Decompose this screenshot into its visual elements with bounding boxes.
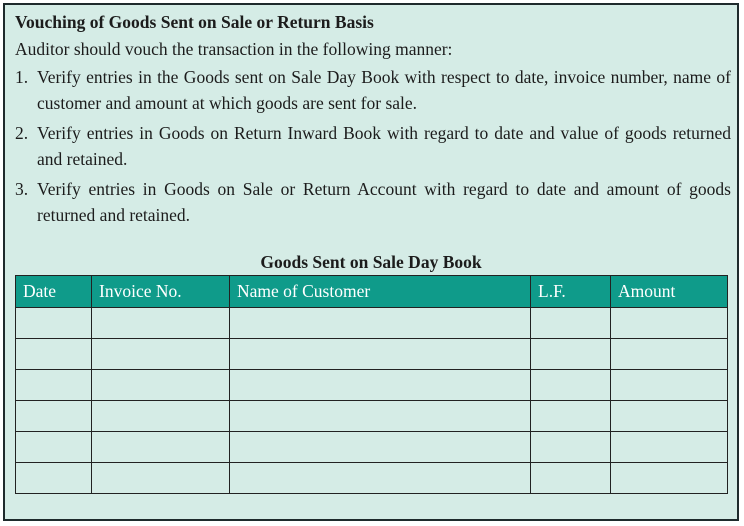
header-invoice-no: Invoice No. bbox=[92, 276, 230, 308]
table-cell bbox=[92, 339, 230, 370]
table-cell bbox=[92, 401, 230, 432]
table-header-row bbox=[16, 276, 728, 308]
table-cell bbox=[531, 339, 611, 370]
step-number: 1. bbox=[15, 67, 29, 87]
table-cell bbox=[230, 370, 531, 401]
table-cell bbox=[16, 370, 92, 401]
table-cell bbox=[92, 308, 230, 339]
table-cell bbox=[92, 432, 230, 463]
step-item bbox=[15, 64, 731, 116]
table-cell bbox=[16, 339, 92, 370]
table-row bbox=[16, 463, 728, 494]
table-cell bbox=[531, 308, 611, 339]
table-cell bbox=[531, 463, 611, 494]
table-title: Goods Sent on Sale Day Book bbox=[260, 252, 482, 272]
table-cell bbox=[230, 463, 531, 494]
table-cell bbox=[531, 401, 611, 432]
step-item bbox=[15, 120, 731, 172]
table-cell bbox=[16, 463, 92, 494]
table-cell bbox=[92, 463, 230, 494]
table-cell bbox=[230, 339, 531, 370]
step-item bbox=[15, 176, 731, 228]
table-row bbox=[16, 432, 728, 463]
step-number: 2. bbox=[15, 123, 29, 143]
vouching-box bbox=[3, 3, 739, 521]
header-date: Date bbox=[16, 276, 92, 308]
table-cell bbox=[230, 401, 531, 432]
table-cell bbox=[531, 370, 611, 401]
goods-sent-day-book-table bbox=[15, 275, 728, 494]
intro-text: Auditor should vouch the transaction in the following manner: bbox=[15, 39, 453, 59]
step-text: Verify entries in the Goods sent on Sale Day Book with respect to date, invoice number, name of customer and amount at which goods are sent for sale. bbox=[37, 67, 731, 113]
table-cell bbox=[611, 432, 728, 463]
table-cell bbox=[611, 370, 728, 401]
table-cell bbox=[16, 401, 92, 432]
table-row bbox=[16, 308, 728, 339]
table-cell bbox=[16, 308, 92, 339]
step-text: Verify entries in Goods on Return Inward Book with regard to date and value of goods returned and retained. bbox=[37, 123, 731, 169]
step-text: Verify entries in Goods on Sale or Return Account with regard to date and amount of goods returned and retained. bbox=[37, 179, 731, 225]
header-lf: L.F. bbox=[531, 276, 611, 308]
steps-list bbox=[15, 64, 731, 232]
table-cell bbox=[611, 308, 728, 339]
header-amount: Amount bbox=[611, 276, 728, 308]
step-number: 3. bbox=[15, 179, 29, 199]
table-row bbox=[16, 370, 728, 401]
table-cell bbox=[611, 463, 728, 494]
header-name-of-customer: Name of Customer bbox=[230, 276, 531, 308]
table-cell bbox=[611, 401, 728, 432]
table-cell bbox=[230, 432, 531, 463]
table-row bbox=[16, 339, 728, 370]
table-cell bbox=[16, 432, 92, 463]
table-row bbox=[16, 401, 728, 432]
table-cell bbox=[531, 432, 611, 463]
table-cell bbox=[230, 308, 531, 339]
table-cell bbox=[611, 339, 728, 370]
box-title: Vouching of Goods Sent on Sale or Return Basis bbox=[15, 12, 374, 32]
table-cell bbox=[92, 370, 230, 401]
